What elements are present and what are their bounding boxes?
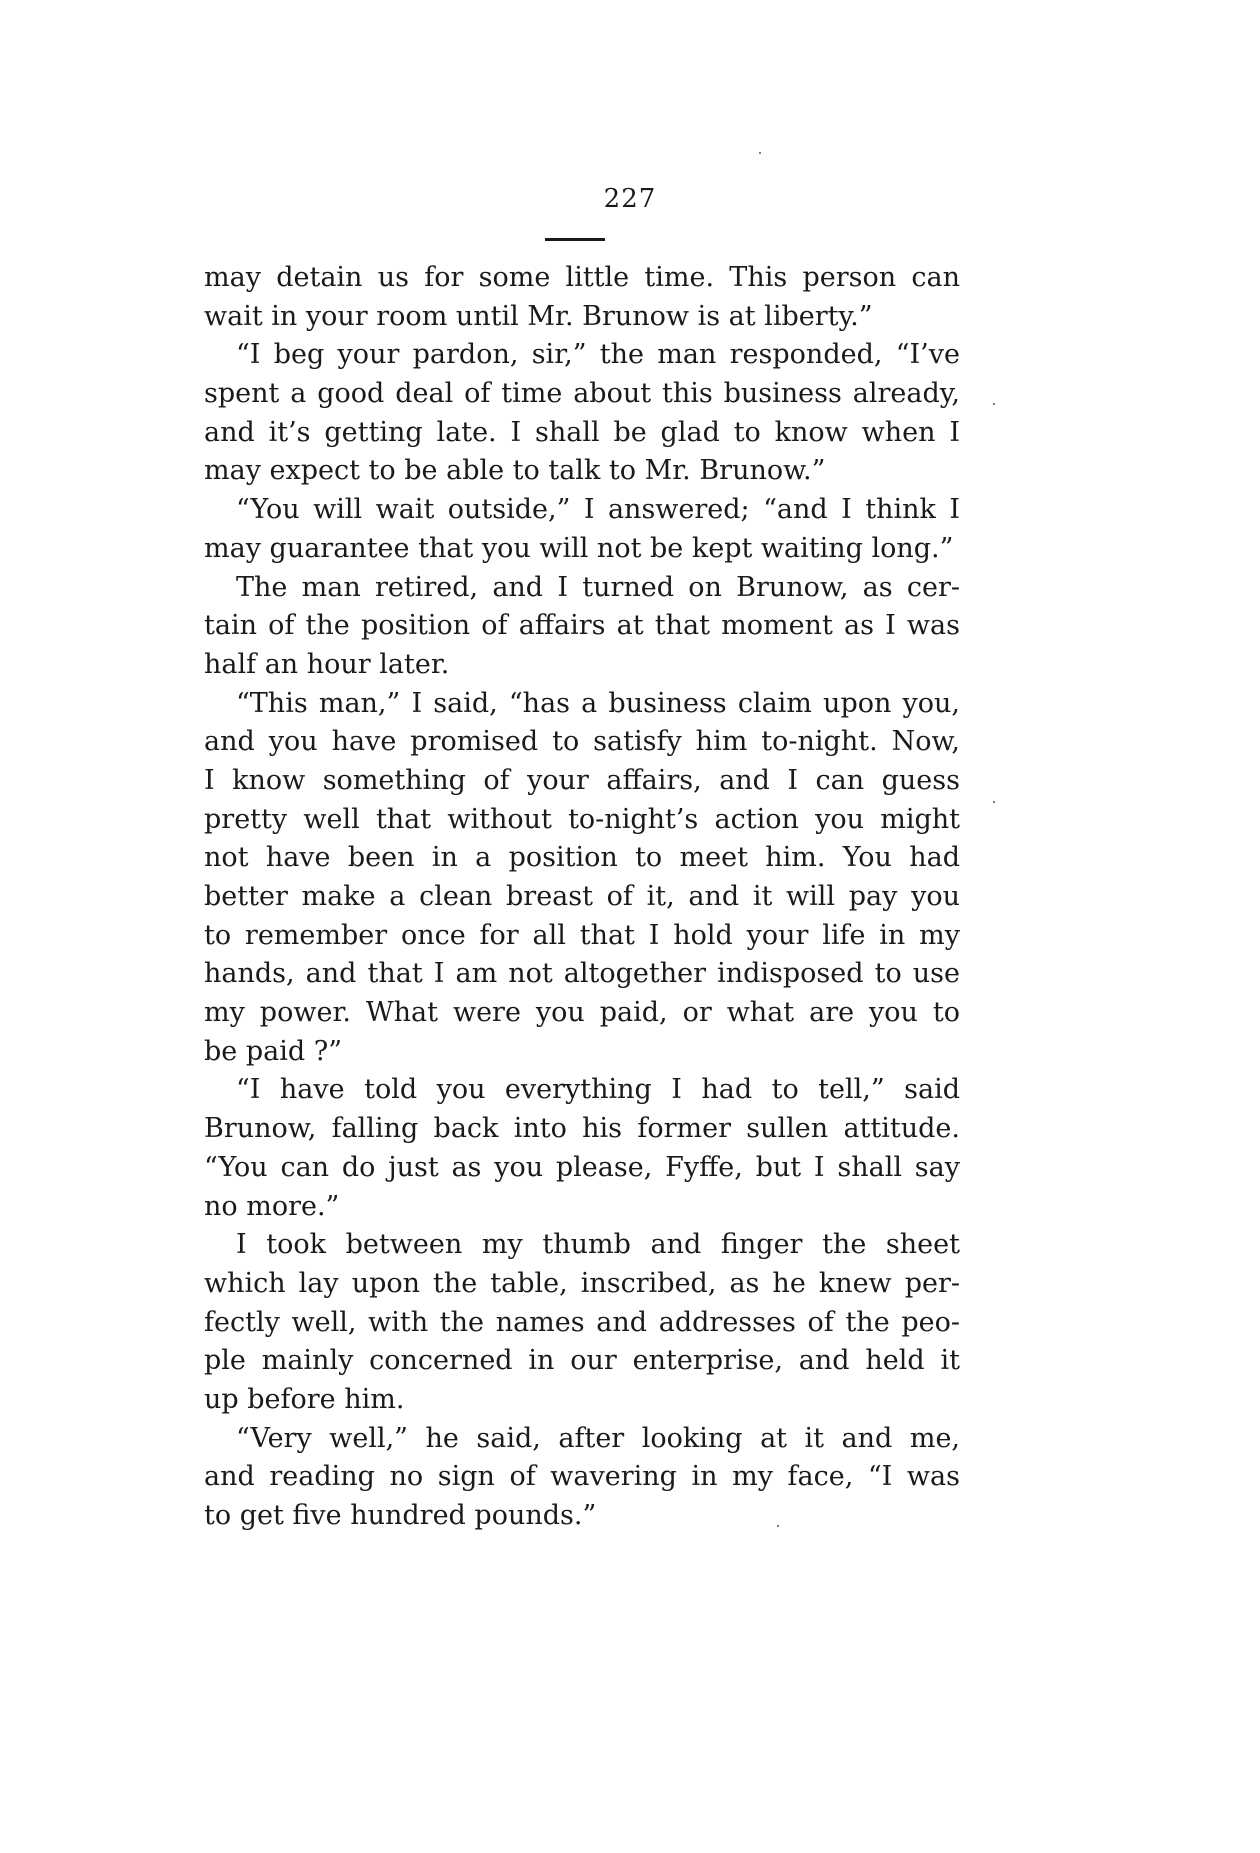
text-line: better make a clean breast of it, and it will pay you [204,881,960,912]
text-line: up before him. [204,1383,405,1415]
text-line: my power. What were you paid, or what are you to [204,997,960,1029]
text-line: “You will wait outside,” I answered; “and I think I [236,494,960,526]
text-line: “Very well,” he said, after looking at it and me, [236,1422,960,1454]
text-line: no more.” [204,1190,340,1222]
text-line: “This man,” I said, “has a business claim upon you, [236,687,960,719]
paper-speck [993,403,995,405]
text-line: “I beg your pardon, sir,” the man responded, “I’ve [236,339,960,371]
paper-speck [759,152,761,154]
text-line: “You can do just as you please, Fyffe, but I shall say [204,1151,960,1183]
text-line: Brunow, falling back into his former sullen attitude. [204,1113,960,1145]
text-line: and it’s getting late. I shall be glad to know when I [204,416,960,448]
text-line: pretty well that without to-night’s action you might [204,803,960,835]
body-text [204,259,960,1536]
text-line: and you have promised to satisfy him to-night. Now, [204,726,960,758]
text-line: not have been in a position to meet him. You had [204,842,960,874]
page-number: 227 [603,184,657,214]
text-line: may guarantee that you will not be kept waiting long.” [204,532,954,564]
text-line: and reading no sign of wavering in my face, “I was [204,1461,960,1493]
text-line: to remember once for all that I hold your life in my [204,919,960,951]
text-line: be paid ?” [204,1035,343,1067]
text-line: ple mainly concerned in our enterprise, and held it [204,1345,960,1377]
text-line: spent a good deal of time about this business already, [204,378,960,410]
text-line: hands, and that I am not altogether indisposed to use [204,958,960,990]
text-line: may expect to be able to talk to Mr. Brunow.” [204,455,826,487]
text-line: fectly well, with the names and addresses of the peo- [204,1306,960,1338]
text-line: to get five hundred pounds.” [204,1500,597,1531]
text-line: I took between my thumb and finger the sheet [236,1229,960,1261]
text-line: wait in your room until Mr. Brunow is at liberty.” [204,300,873,332]
paper-speck [993,801,995,803]
page-number-rule [545,238,605,241]
text-line: I know something of your affairs, and I can guess [204,764,960,796]
text-line: which lay upon the table, inscribed, as he knew per- [204,1267,960,1299]
paper-speck [777,1525,779,1527]
text-line: half an hour later. [204,648,450,680]
text-line: The man retired, and I turned on Brunow, as cer- [236,571,960,603]
text-line: may detain us for some little time. This person can [204,262,960,293]
text-line: tain of the position of affairs at that moment as I was [204,610,960,642]
text-line: “I have told you everything I had to tell,” said [236,1074,960,1106]
